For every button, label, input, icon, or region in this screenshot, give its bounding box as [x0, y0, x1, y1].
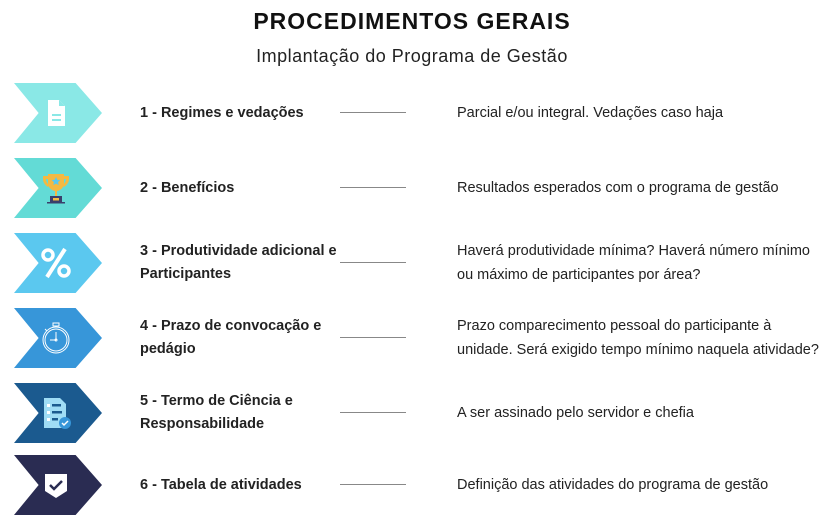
step-row — [0, 233, 824, 293]
step-row — [0, 83, 824, 143]
connector-line — [340, 262, 406, 263]
trophy-icon — [38, 170, 74, 206]
page-title: PROCEDIMENTOS GERAIS — [253, 8, 571, 34]
connector-line — [340, 187, 406, 188]
step-label: 4 - Prazo de convocação e pedágio — [140, 318, 322, 357]
step-description: Prazo comparecimento pessoal do participante à unidade. Será exigido tempo mínimo naquela atividade? — [457, 318, 819, 358]
step-description: A ser assinado pelo servidor e chefia — [457, 405, 694, 421]
connector-line — [340, 412, 406, 413]
step-description: Definição das atividades do programa de gestão — [457, 477, 769, 493]
document-icon — [38, 95, 74, 131]
shield-check-icon — [38, 467, 74, 503]
step-label: 5 - Termo de Ciência e Responsabilidade — [140, 393, 293, 432]
step-label: 2 - Benefícios — [140, 179, 235, 196]
step-description: Haverá produtividade mínima? Haverá número mínimo ou máximo de participantes por área? — [457, 243, 810, 283]
step-row — [0, 158, 824, 218]
step-label: 3 - Produtividade adicional e Participantes — [140, 243, 337, 282]
step-row — [0, 455, 824, 515]
page-subtitle: Implantação do Programa de Gestão — [256, 46, 568, 66]
percent-icon — [38, 245, 74, 281]
connector-line — [340, 112, 406, 113]
step-label: 6 - Tabela de atividades — [140, 476, 302, 493]
connector-line — [340, 337, 406, 338]
stopwatch-icon — [38, 320, 74, 356]
step-description: Parcial e/ou integral. Vedações caso haja — [457, 105, 724, 121]
step-row — [0, 308, 824, 368]
connector-line — [340, 484, 406, 485]
step-description: Resultados esperados com o programa de gestão — [457, 180, 779, 196]
step-row — [0, 383, 824, 443]
step-label: 1 - Regimes e vedações — [140, 104, 304, 121]
checklist-icon — [38, 395, 74, 431]
